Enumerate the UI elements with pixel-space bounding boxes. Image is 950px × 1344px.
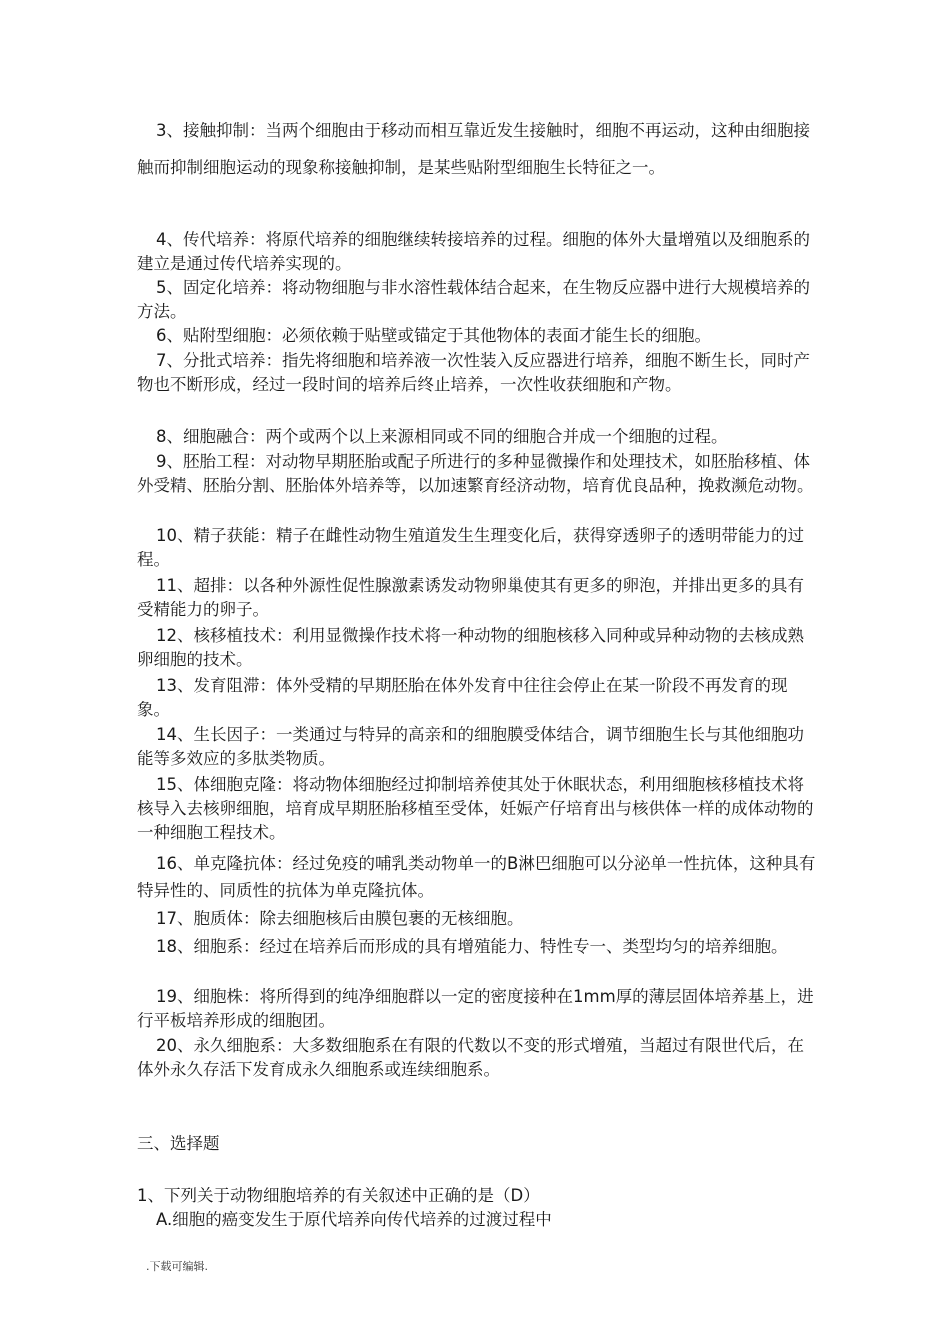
- entry-8: 8、细胞融合：两个或两个以上来源相同或不同的细胞合并成一个细胞的过程。: [156, 427, 728, 446]
- entry-14: 14、生长因子：一类通过与特异的高亲和的细胞膜受体结合，调节细胞生长与其他细胞功能等多效应的多肽类物质。: [137, 725, 804, 768]
- option-a: A.细胞的癌变发生于原代培养向传代培养的过渡过程中: [156, 1210, 552, 1229]
- entry-3: 3、接触抑制：当两个细胞由于移动而相互靠近发生接触时，细胞不再运动，这种由细胞接触而抑制细胞运动的现象称接触抑制，是某些贴附型细胞生长特征之一。: [137, 121, 810, 177]
- entry-9: 9、胚胎工程：对动物早期胚胎或配子所进行的多种显微操作和处理技术，如胚胎移植、体外受精、胚胎分割、胚胎体外培养等，以加速繁育经济动物，培育优良品种，挽救濒危动物。: [137, 452, 814, 495]
- entry-16: 16、单克隆抗体：经过免疫的哺乳类动物单一的B淋巴细胞可以分泌单一性抗体，这种具有特异性的、同质性的抗体为单克隆抗体。: [137, 854, 816, 900]
- entry-15: 15、体细胞克隆：将动物体细胞经过抑制培养使其处于休眠状态，利用细胞核移植技术将核导入去核卵细胞，培育成早期胚胎移植至受体，妊娠产仔培育出与核供体一样的成体动物的一种细胞工程技术。: [137, 775, 814, 842]
- question-1: 1、下列关于动物细胞培养的有关叙述中正确的是（D）: [137, 1186, 540, 1205]
- entry-11: 11、超排：以各种外源性促性腺激素诱发动物卵巢使其有更多的卵泡，并排出更多的具有受精能力的卵子。: [137, 576, 804, 619]
- entry-17: 17、胞质体：除去细胞核后由膜包裹的无核细胞。: [156, 909, 524, 928]
- section-title: 三、选择题: [137, 1134, 220, 1153]
- entry-12: 12、核移植技术：利用显微操作技术将一种动物的细胞核移入同种或异种动物的去核成熟卵细胞的技术。: [137, 626, 804, 669]
- entry-19: 19、细胞株：将所得到的纯净细胞群以一定的密度接种在1mm厚的薄层固体培养基上，进行平板培养形成的细胞团。: [137, 987, 814, 1030]
- entry-6: 6、贴附型细胞：必须依赖于贴壁或锚定于其他物体的表面才能生长的细胞。: [156, 326, 711, 345]
- footer-note: .下载可编辑.: [146, 1260, 208, 1273]
- entry-18: 18、细胞系：经过在培养后而形成的具有增殖能力、特性专一、类型均匀的培养细胞。: [156, 937, 788, 956]
- entry-13: 13、发育阻滞：体外受精的早期胚胎在体外发育中往往会停止在某一阶段不再发育的现象。: [137, 676, 788, 719]
- entry-5: 5、固定化培养：将动物细胞与非水溶性载体结合起来，在生物反应器中进行大规模培养的方法。: [137, 278, 810, 321]
- entry-20: 20、永久细胞系：大多数细胞系在有限的代数以不变的形式增殖，当超过有限世代后，在体外永久存活下发育成永久细胞系或连续细胞系。: [137, 1036, 804, 1079]
- entry-7: 7、分批式培养：指先将细胞和培养液一次性装入反应器进行培养，细胞不断生长，同时产物也不断形成，经过一段时间的培养后终止培养，一次性收获细胞和产物。: [137, 351, 810, 394]
- entry-4: 4、传代培养：将原代培养的细胞继续转接培养的过程。细胞的体外大量增殖以及细胞系的建立是通过传代培养实现的。: [137, 230, 810, 273]
- entry-10: 10、精子获能：精子在雌性动物生殖道发生生理变化后，获得穿透卵子的透明带能力的过程。: [137, 526, 804, 569]
